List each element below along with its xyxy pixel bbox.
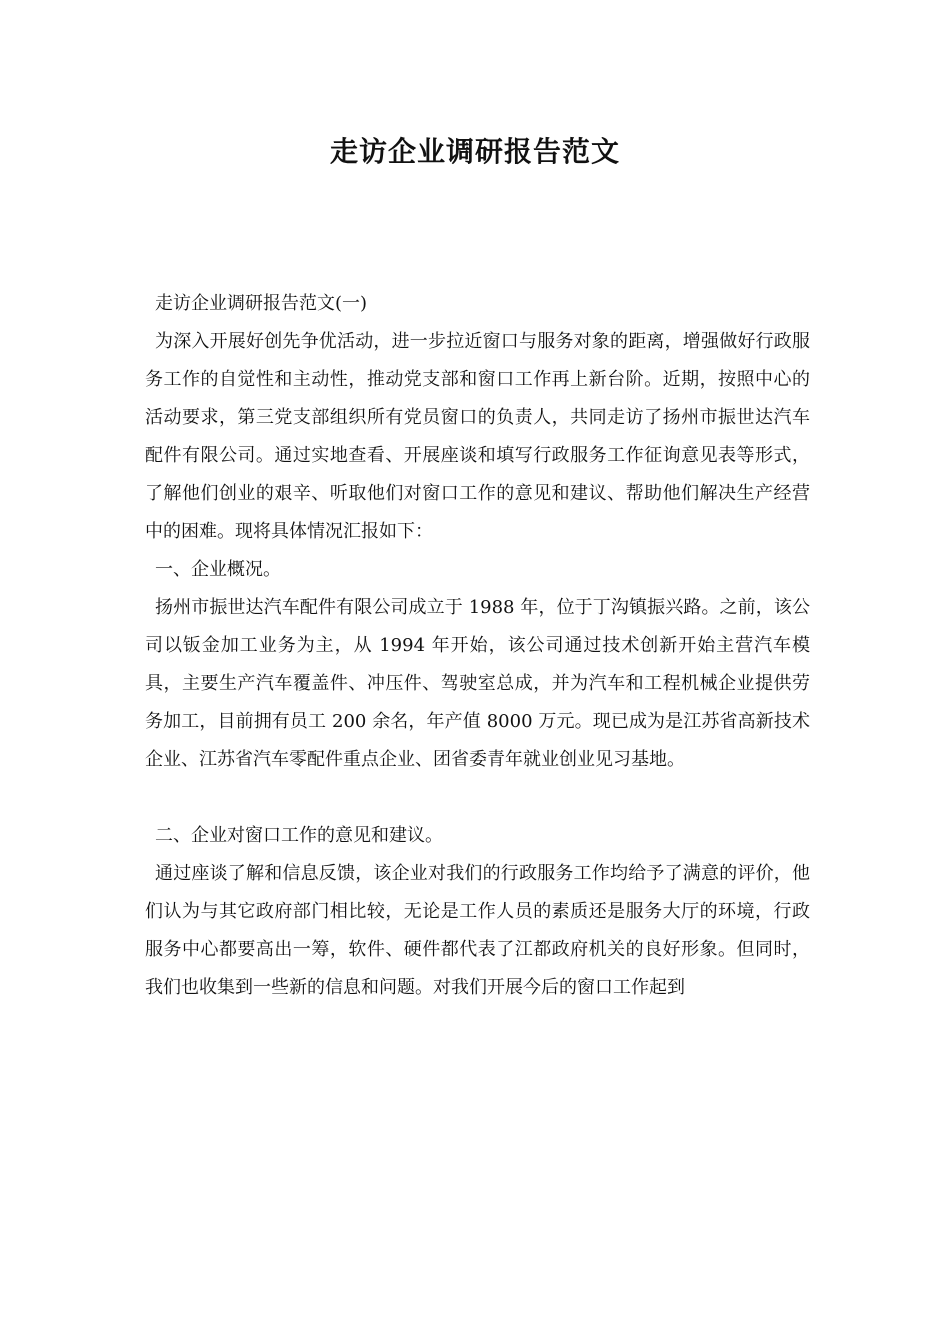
section-2-heading: 二、企业对窗口工作的意见和建议。: [155, 825, 443, 846]
section-spacer: [145, 779, 810, 817]
section-2-text: 通过座谈了解和信息反馈，该企业对我们的行政服务工作均给予了满意的评价，他们认为与其它政府部门相比较，无论是工作人员的素质还是服务大厅的环境，行政服务中心都要高出一筹，软件、硬件都代表了江都政府机关的良好形象。但同时，我们也收集到一些新的信息和问题。对我们开展今后的窗口工作起到: [145, 863, 810, 998]
page-title: 走访企业调研报告范文: [329, 135, 620, 168]
section-1-text: 扬州市振世达汽车配件有限公司成立于 1988 年，位于丁沟镇振兴路。之前，该公司以钣金加工业务为主，从 1994 年开始，该公司通过技术创新开始主营汽车模具，主要生产汽车覆盖件、冲压件、驾驶室总成，并为汽车和工程机械企业提供劳务加工，目前拥有员工 200 余名，年产值 8000 万元。现已成为是江苏省高新技术企业、江苏省汽车零配件重点企业、团省委青年就业创业见习基地。: [145, 597, 810, 770]
intro-paragraph: 为深入开展好创先争优活动，进一步拉近窗口与服务对象的距离，增强做好行政服务工作的自觉性和主动性，推动党支部和窗口工作再上新台阶。近期，按照中心的活动要求，第三党支部组织所有党员窗口的负责人，共同走访了扬州市振世达汽车配件有限公司。通过实地查看、开展座谈和填写行政服务工作征询意见表等形式，了解他们创业的艰辛、听取他们对窗口工作的意见和建议、帮助他们解决生产经营中的困难。现将具体情况汇报如下：: [145, 331, 810, 542]
document-body: [145, 285, 810, 1007]
subtitle: 走访企业调研报告范文(一): [155, 293, 368, 314]
section-1-heading: 一、企业概况。: [155, 559, 281, 580]
